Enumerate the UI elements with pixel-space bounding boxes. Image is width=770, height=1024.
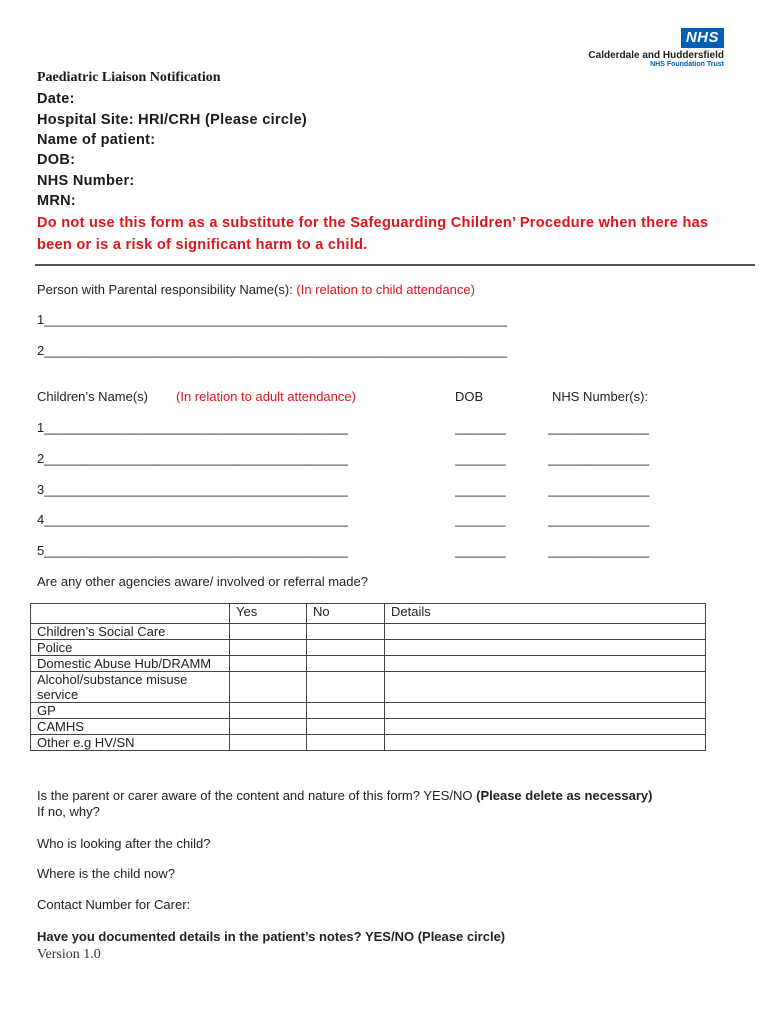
parent-name-line-2[interactable]: 2________________________________________________________________ [37,343,507,358]
no-cell[interactable] [307,672,385,703]
children-note: (In relation to adult attendance) [176,389,356,404]
section-divider [35,264,755,266]
table-row [31,672,706,703]
child-name-line[interactable]: 5__________________________________________ [37,543,348,558]
trust-subtitle: NHS Foundation Trust [650,61,724,68]
parental-label-text: Person with Parental responsibility Name(s): [37,282,293,297]
children-names-label: Children’s Name(s) [37,389,149,404]
if-no-why: If no, why? [37,804,100,819]
child-dob-line[interactable]: _______ [455,451,506,466]
agency-name: GP [31,703,230,719]
details-header: Details [385,604,706,624]
agency-name: CAMHS [31,719,230,735]
nhs-number-label: NHS Number: [37,173,135,189]
agency-name: Police [31,640,230,656]
agency-name: Children’s Social Care [31,624,230,640]
child-nhs-line[interactable]: ______________ [548,512,650,527]
no-cell[interactable] [307,656,385,672]
table-row [31,735,706,751]
child-name-line[interactable]: 3__________________________________________ [37,482,348,497]
yes-cell[interactable] [230,624,307,640]
dob-label: DOB: [37,152,76,168]
child-name-line[interactable]: 4__________________________________________ [37,512,348,527]
where-is-child: Where is the child now? [37,866,176,881]
table-row [31,640,706,656]
yes-cell[interactable] [230,656,307,672]
table-row [31,624,706,640]
documented-question: Have you documented details in the patient’s notes? YES/NO (Please circle) [37,929,506,944]
agency-name: Other e.g HV/SN [31,735,230,751]
mrn-label: MRN: [37,193,77,209]
child-dob-line[interactable]: _______ [455,543,506,558]
no-cell[interactable] [307,640,385,656]
yes-cell[interactable] [230,719,307,735]
agency-name: Domestic Abuse Hub/DRAMM [31,656,230,672]
yes-header: Yes [230,604,307,624]
carer-contact-number: Contact Number for Carer: [37,897,191,912]
yes-cell[interactable] [230,672,307,703]
details-cell[interactable] [385,672,706,703]
child-nhs-line[interactable]: ______________ [548,420,650,435]
table-row [31,719,706,735]
table-row [31,656,706,672]
children-nhs-header: NHS Number(s): [552,389,649,404]
child-dob-line[interactable]: _______ [455,482,506,497]
version-label: Version 1.0 [37,947,101,962]
hospital-site-label: Hospital Site: HRI/CRH (Please circle) [37,112,308,128]
child-nhs-line[interactable]: ______________ [548,482,650,497]
details-cell[interactable] [385,656,706,672]
table-row [31,703,706,719]
details-cell[interactable] [385,640,706,656]
agency-header-blank [31,604,230,624]
details-cell[interactable] [385,624,706,640]
yes-cell[interactable] [230,735,307,751]
patient-name-label: Name of patient: [37,132,156,148]
agencies-header-row [31,604,706,624]
who-looking-after-child: Who is looking after the child? [37,836,211,851]
agencies-question: Are any other agencies aware/ involved or referral made? [37,574,368,589]
parent-name-line-1[interactable]: 1________________________________________________________________ [37,312,507,327]
agency-name: Alcohol/substance misuse service [31,672,230,703]
parent-aware-note: (Please delete as necessary) [476,788,653,803]
parent-aware-question: Is the parent or carer aware of the content and nature of this form? YES/NO [37,788,473,803]
children-dob-header: DOB [455,389,484,404]
child-nhs-line[interactable]: ______________ [548,451,650,466]
child-nhs-line[interactable]: ______________ [548,543,650,558]
child-dob-line[interactable]: _______ [455,420,506,435]
trust-name: Calderdale and Huddersfield [588,50,724,61]
no-cell[interactable] [307,735,385,751]
form-title: Paediatric Liaison Notification [37,70,221,85]
child-name-line[interactable]: 1__________________________________________ [37,420,348,435]
child-name-line[interactable]: 2__________________________________________ [37,451,348,466]
no-header: No [307,604,385,624]
date-label: Date: [37,91,75,107]
agencies-table [30,603,706,751]
nhs-logo [588,28,724,68]
yes-cell[interactable] [230,703,307,719]
child-dob-line[interactable]: _______ [455,512,506,527]
details-cell[interactable] [385,719,706,735]
parent-aware-question-line [37,788,652,803]
safeguarding-warning: Do not use this form as a substitute for the Safeguarding Children’ Procedure when there has been or is a risk of significant harm to a child. [37,215,709,253]
no-cell[interactable] [307,624,385,640]
no-cell[interactable] [307,703,385,719]
no-cell[interactable] [307,719,385,735]
yes-cell[interactable] [230,640,307,656]
details-cell[interactable] [385,703,706,719]
parental-note: (In relation to child attendance) [296,282,475,297]
parental-responsibility-label [37,282,475,297]
nhs-badge: NHS [681,28,724,48]
details-cell[interactable] [385,735,706,751]
